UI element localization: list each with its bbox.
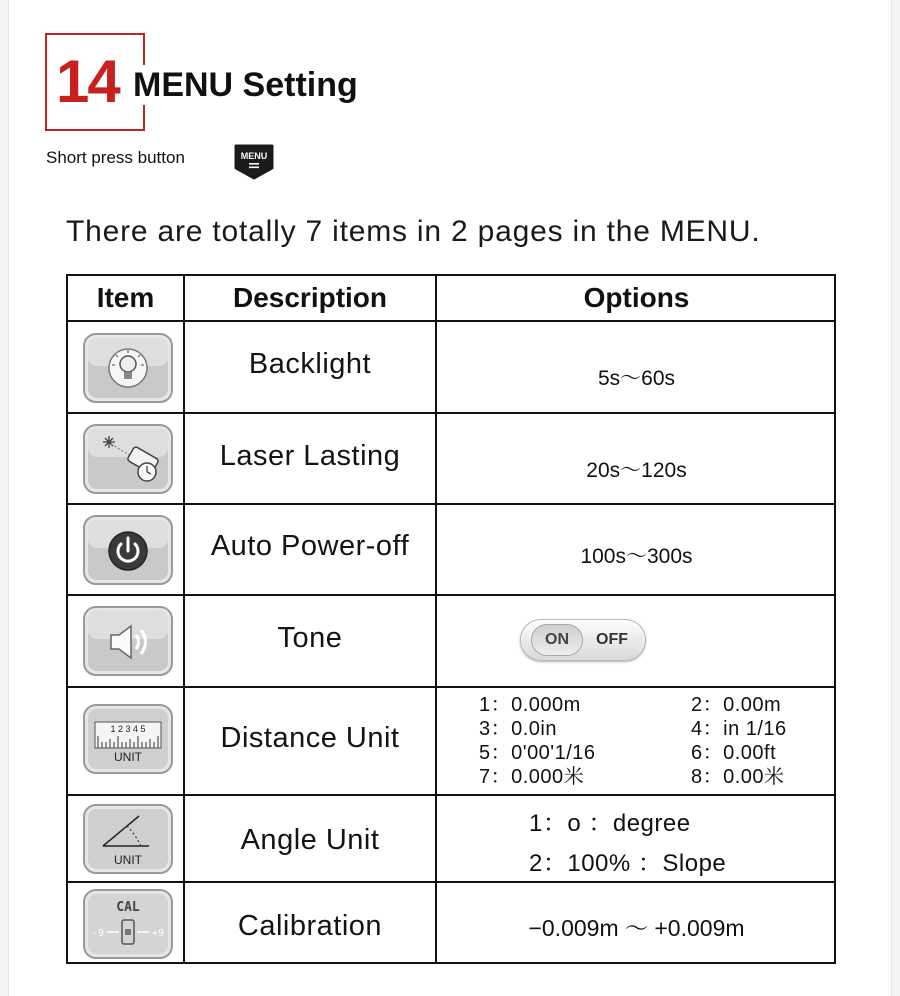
angle-option-1: 1：o ：degree: [529, 810, 691, 837]
distance-option-3: 3：0.0in: [479, 718, 557, 740]
tone-toggle: [520, 619, 646, 661]
header-description: Description: [232, 282, 388, 313]
distance-option-7: 7：0.000米: [479, 766, 585, 788]
header-options: Options: [583, 282, 690, 313]
power-icon: [83, 515, 173, 585]
svg-text:-9: -9: [91, 928, 105, 939]
menu-button-icon: [233, 143, 275, 181]
row-description-auto-power-off: Auto Power-off: [210, 530, 410, 562]
manual-page: [8, 0, 892, 996]
instruction-text: Short press button: [46, 148, 185, 167]
row-options-backlight: 5s～60s: [597, 367, 676, 390]
laser-lasting-icon: [83, 424, 173, 494]
row-description-laser-lasting: Laser Lasting: [219, 440, 401, 472]
speaker-icon: [83, 606, 173, 676]
distance-option-8: 8：0.00米: [691, 766, 785, 788]
row-description-tone: Tone: [277, 622, 343, 654]
svg-text:1 2 3 4 5: 1 2 3 4 5: [110, 724, 146, 734]
row-options-laser-lasting: 20s～120s: [586, 459, 687, 482]
distance-option-4: 4：in 1/16: [691, 718, 787, 740]
svg-text:+9: +9: [151, 928, 165, 939]
distance-option-5: 5：0'00'1/16: [479, 742, 596, 764]
svg-text:UNIT: UNIT: [114, 853, 142, 867]
intro-text: There are totally 7 items in 2 pages in the MENU.: [66, 215, 761, 248]
row-description-angle-unit: Angle Unit: [240, 824, 380, 856]
toggle-on-label: ON: [531, 624, 583, 656]
angle-option-2: 2：100% ：Slope: [529, 850, 727, 877]
calibration-icon: [83, 889, 173, 959]
distance-option-6: 6：0.00ft: [691, 742, 777, 764]
backlight-bulb-icon: [83, 333, 173, 403]
row-options-calibration: −0.009m ～ +0.009m: [528, 915, 745, 941]
angle-unit-icon: [83, 804, 173, 874]
row-description-calibration: Calibration: [237, 910, 383, 942]
row-description-distance-unit: Distance Unit: [220, 722, 400, 754]
toggle-off-label: OFF: [596, 631, 628, 648]
distance-option-1: 1：0.000m: [479, 694, 581, 716]
chapter-title: MENU Setting: [133, 65, 362, 105]
row-description-backlight: Backlight: [248, 348, 372, 380]
header-item: Item: [96, 282, 155, 313]
svg-text:MENU: MENU: [240, 151, 268, 161]
chapter-number: 14: [56, 48, 119, 115]
svg-text:UNIT: UNIT: [114, 750, 142, 764]
svg-text:CAL: CAL: [116, 900, 140, 915]
distance-option-2: 2：0.00m: [691, 694, 782, 716]
row-options-auto-power-off: 100s～300s: [580, 545, 693, 568]
ruler-unit-icon: [83, 704, 173, 774]
